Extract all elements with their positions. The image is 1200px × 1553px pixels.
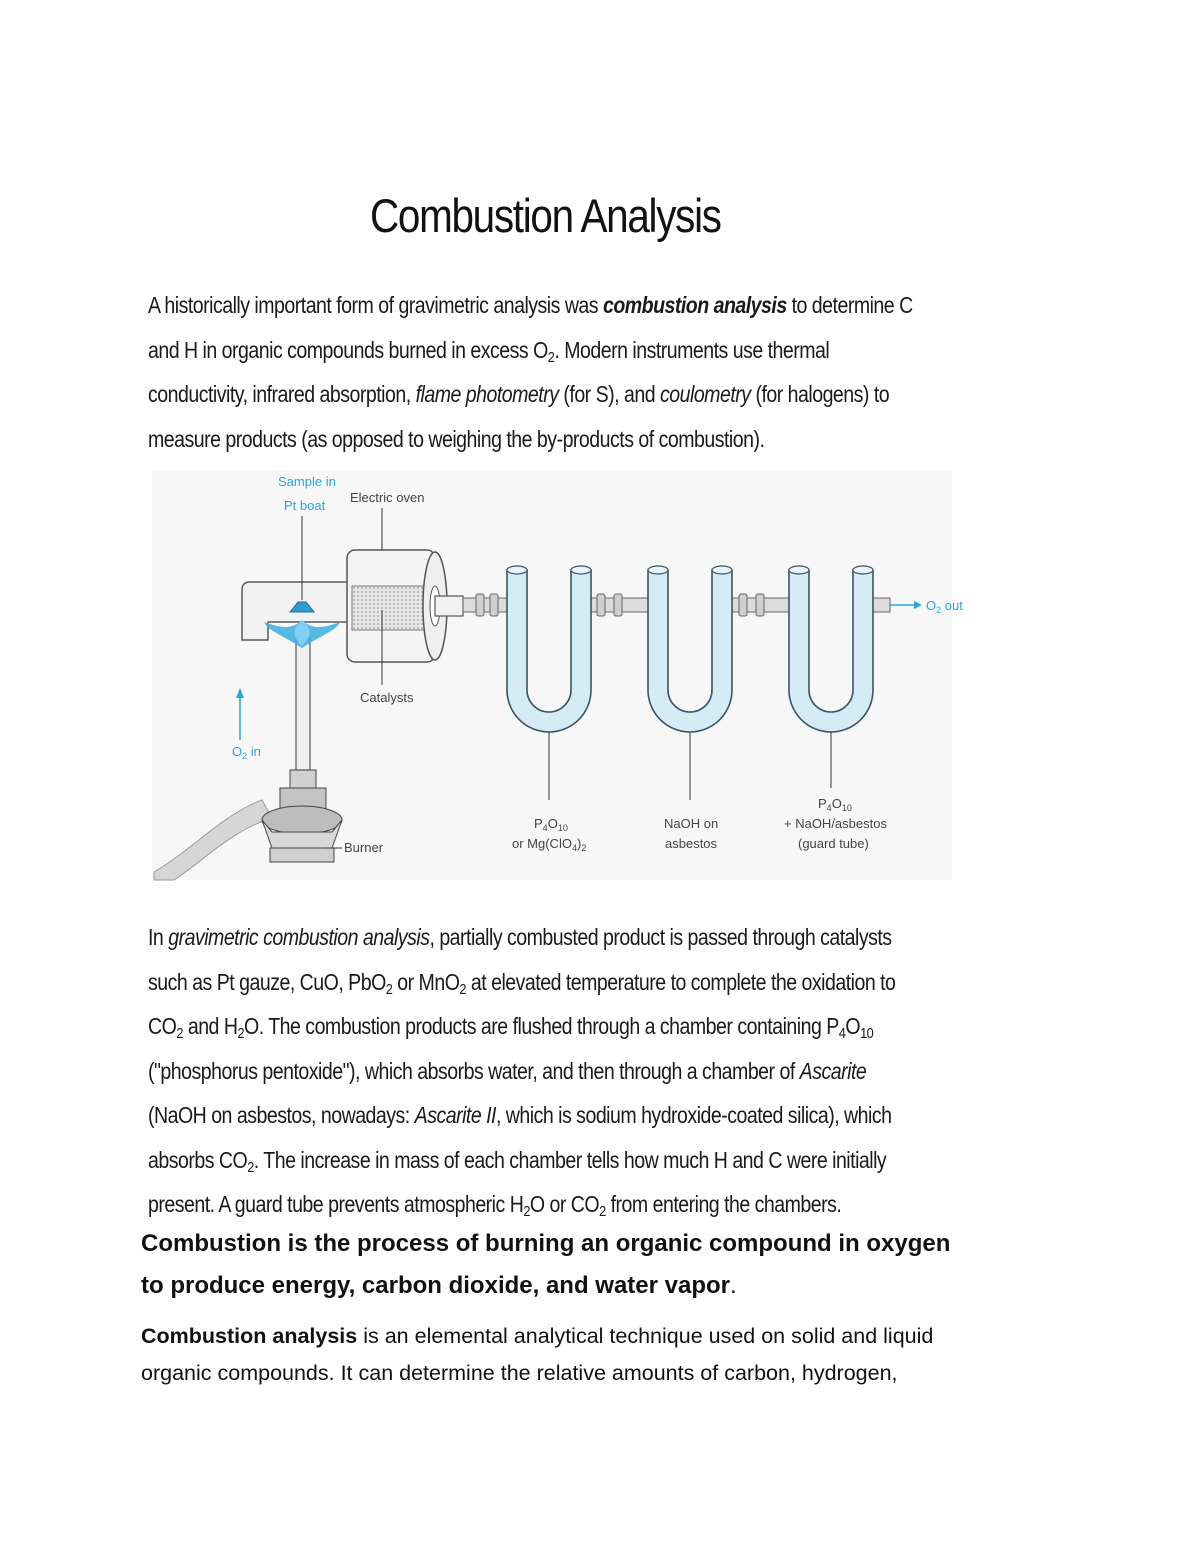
emphasis-ascarite-ii: Ascarite II [414,1102,496,1128]
emphasis-combustion-analysis: combustion analysis [602,292,787,318]
o2-in-label: $O_2$ in [232,744,261,761]
combustion-statement [141,1223,1141,1307]
body-line-3: $CO_2$ and $H_2O$. The combustion products are flushed through a chamber containing $P_4O_{10}$ [148,1013,874,1042]
body-line-1: In gravimetric combustion analysis, partially combusted product is passed through catalysts [148,924,892,950]
tube-3-label-line-1: $P_4O_{10}$ [818,796,852,813]
sample-label-line-2: Pt boat [284,498,326,513]
emphasis-flame-photometry: flame photometry [415,381,559,407]
body-line-2: such as Pt gauze, CuO, PbO$_2$ or MnO$_2$ at elevated temperature to complete the oxidation to [148,968,896,998]
gravimetric-paragraph [148,915,939,1227]
tube-3-label-line-2: + NaOH/asbestos [784,816,887,831]
burner-label: Burner [344,840,384,855]
tube-3-label-line-3: (guard tube) [798,836,869,851]
body-line-6: absorbs $CO_2$. The increase in mass of each chamber tells how much H and C were initially [148,1146,887,1176]
tube-1-label-line-1: $P_4O_{10}$ [534,816,568,833]
body-line-7: present. A guard tube prevents atmospheric $H_2O$ or $CO_2$ from entering the chambers. [148,1191,842,1220]
o2-out-label: $O_2$ out [926,598,963,615]
intro-paragraph [148,283,939,461]
statement-line-1: Combustion is the process of burning an organic compound in oxygen [141,1230,951,1257]
tube-2-label-line-2: asbestos [665,836,718,851]
statement-line-2: to produce energy, carbon dioxide, and water vapor. [141,1272,737,1299]
definition-term: Combustion analysis [141,1324,358,1348]
catalysts-label: Catalysts [360,690,414,705]
sample-label-line-1: Sample in [278,474,336,489]
page-title: Combustion Analysis [370,189,721,242]
definition-line-1: Combustion analysis is an elemental analytical technique used on solid and liquid [141,1324,934,1348]
intro-line-1: A historically important form of gravimetric analysis was combustion analysis to determine C [148,292,913,318]
body-line-4: ("phosphorus pentoxide"), which absorbs water, and then through a chamber of Ascarite [148,1057,867,1084]
emphasis-ascarite: Ascarite [799,1057,867,1084]
intro-line-3: conductivity, infrared absorption, flame photometry (for S), and coulometry (for halogens) to [148,381,890,407]
emphasis-coulometry: coulometry [659,381,751,407]
tube-1-label-line-2: or $Mg(ClO_4)_2$ [512,836,587,853]
intro-line-4: measure products (as opposed to weighing the by-products of combustion). [148,425,765,452]
tube-2-label-line-1: NaOH on [664,816,719,831]
intro-line-2: and H in organic compounds burned in excess $O_2$. Modern instruments use thermal [148,336,830,366]
definition-line-2: organic compounds. It can determine the relative amounts of carbon, hydrogen, [141,1361,898,1385]
combustion-apparatus-diagram [152,470,963,880]
electric-oven-label: Electric oven [350,490,425,505]
emphasis-gravimetric: gravimetric combustion analysis [168,924,430,950]
combustion-analysis-definition [141,1318,1141,1392]
body-line-5: (NaOH on asbestos, nowadays: Ascarite II, which is sodium hydroxide-coated silica), which [148,1102,892,1128]
